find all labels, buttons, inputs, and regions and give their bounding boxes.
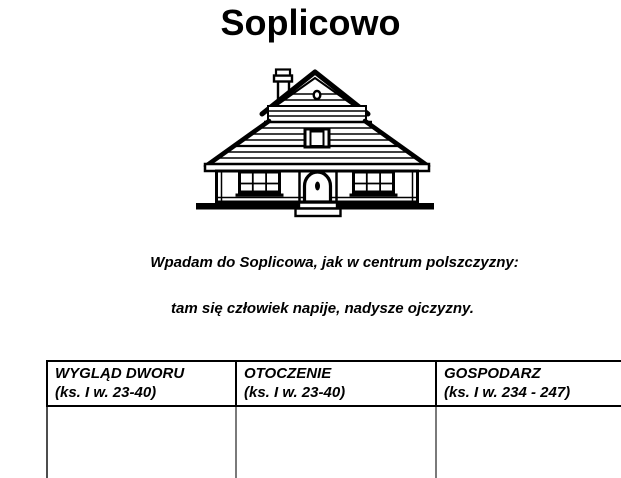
table-body-row bbox=[47, 406, 621, 478]
column-header-gospodarz bbox=[436, 361, 621, 406]
column-header-wyglad-dworu bbox=[47, 361, 236, 406]
answer-cell-wyglad-dworu[interactable] bbox=[47, 406, 236, 478]
answer-cell-gospodarz[interactable] bbox=[436, 406, 621, 478]
house-illustration bbox=[190, 56, 440, 226]
answer-cell-otoczenie[interactable] bbox=[236, 406, 436, 478]
column-verse-range: (ks. I w. 23-40) bbox=[55, 384, 157, 401]
column-title: WYGLĄD DWORU bbox=[55, 365, 185, 382]
column-verse-range: (ks. I w. 23-40) bbox=[244, 384, 346, 401]
table-header-row bbox=[47, 361, 621, 406]
column-title: GOSPODARZ bbox=[444, 365, 541, 382]
column-header-otoczenie bbox=[236, 361, 436, 406]
column-title: OTOCZENIE bbox=[244, 365, 332, 382]
quote-line-2: tam się człowiek napije, nadysze ojczyzny. bbox=[171, 300, 474, 317]
page-title: Soplicowo bbox=[220, 2, 401, 43]
worksheet-table bbox=[46, 360, 621, 478]
column-verse-range: (ks. I w. 234 - 247) bbox=[444, 384, 571, 401]
quote-line-1: Wpadam do Soplicowa, jak w centrum polszczyzny: bbox=[150, 254, 519, 271]
